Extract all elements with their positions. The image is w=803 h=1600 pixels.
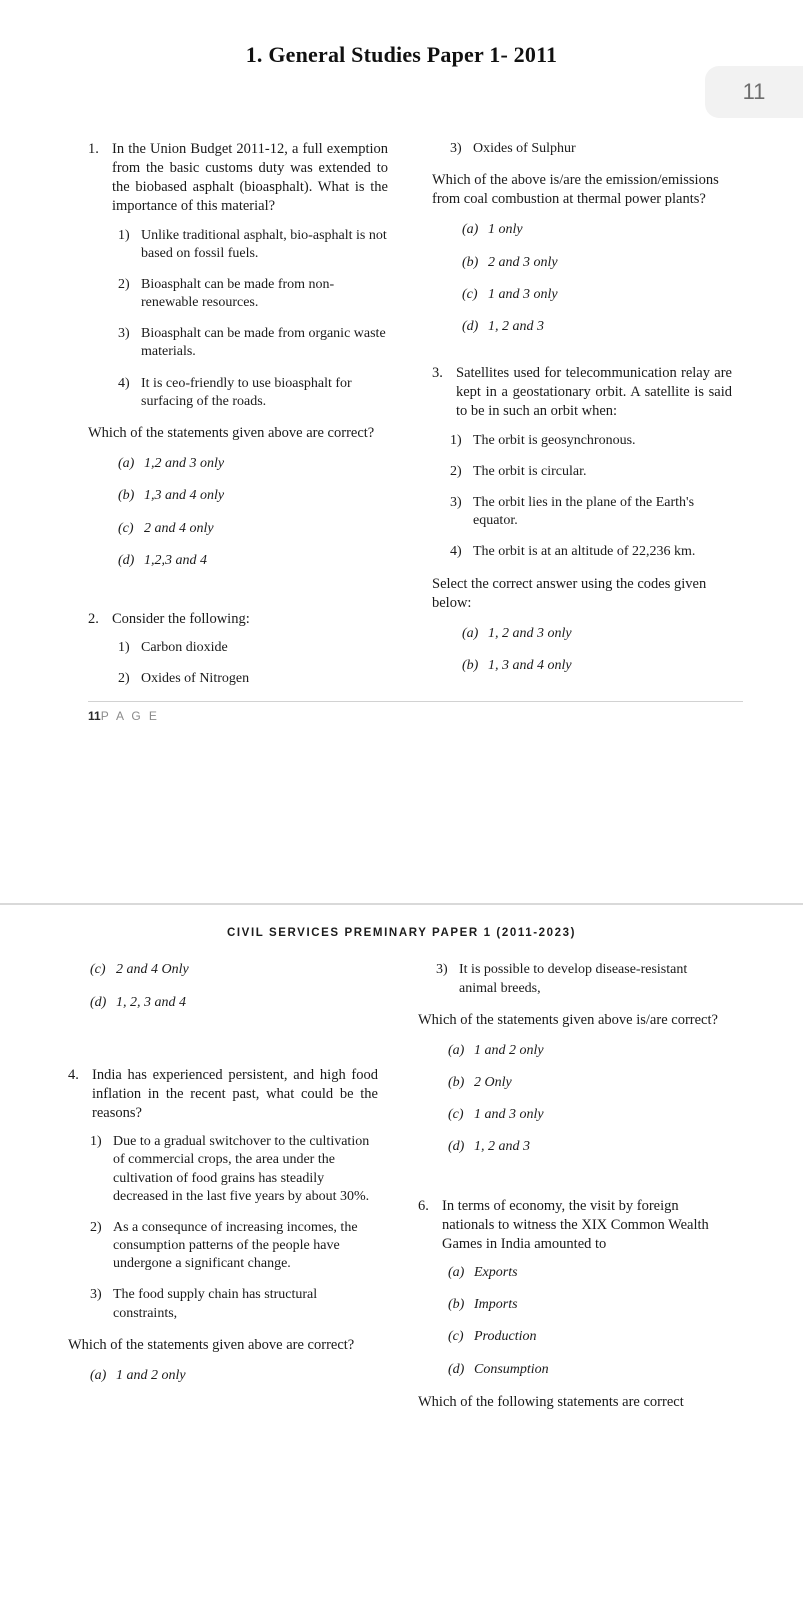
page-number-badge-label: 11: [742, 79, 766, 104]
question-2-number: 2.: [88, 610, 99, 627]
statement-text: Bioasphalt can be made from non- renewable resources.: [141, 276, 335, 311]
statement-text: The orbit is geosynchronous.: [473, 432, 636, 448]
question-3-statement: [450, 543, 732, 561]
question-2-header: [88, 610, 388, 629]
option-key: (c): [448, 1329, 464, 1345]
question-1-option-d[interactable]: [118, 552, 388, 570]
statement-number: 1): [450, 432, 462, 448]
option-key: (a): [462, 625, 479, 641]
question-3-statement: [450, 494, 732, 530]
option-key: (c): [448, 1107, 464, 1123]
option-key: (c): [90, 962, 106, 978]
statement-number: 3): [450, 141, 462, 156]
page-footer: [88, 709, 743, 723]
option-text: Exports: [474, 1265, 518, 1280]
question-3-statement: [450, 432, 732, 450]
option-text: 1 and 2 only: [116, 1367, 186, 1383]
statement-number: 4): [450, 544, 462, 560]
option-key: (a): [462, 222, 479, 238]
question-4: [68, 1066, 378, 1385]
question-1-statement: [118, 325, 388, 361]
statement-text: Oxides of Nitrogen: [141, 671, 250, 687]
question-4-statement: [90, 1133, 378, 1206]
option-text: 1, 2 and 3: [488, 319, 544, 334]
option-key: (a): [448, 1265, 465, 1280]
statement-number: 3): [90, 1287, 102, 1303]
page-number-badge: [705, 66, 803, 118]
question-4-text: India has experienced persistent, and high food inflation in the recent past, what could be the reasons?: [92, 1066, 378, 1121]
question-6-option-b[interactable]: [448, 1296, 728, 1314]
question-3-header: [432, 364, 732, 421]
option-text: 1, 2 and 3: [474, 1139, 530, 1155]
statement-text: The orbit is circular.: [473, 463, 587, 479]
question-6-text: In terms of economy, the visit by foreign nationals to witness the XIX Common Wealth Games in India amounted to: [442, 1197, 709, 1252]
option-key: (a): [118, 456, 135, 472]
statement-text: The food supply chain has structural constraints,: [113, 1287, 318, 1321]
page2-left-column: [68, 961, 378, 1434]
option-text: 2 and 4 Only: [116, 962, 189, 978]
option-text: 1,3 and 4 only: [144, 488, 225, 504]
statement-text: Oxides of Sulphur: [473, 141, 576, 156]
footer-divider: [88, 701, 743, 702]
question-4-statement: [90, 1286, 378, 1322]
question-1-header: [88, 140, 388, 217]
page1-right-column: [432, 140, 732, 701]
question-3-option-b[interactable]: [462, 657, 732, 675]
statement-number: 2): [450, 463, 462, 479]
option-text: 1, 2 and 3 only: [488, 625, 572, 641]
question-2-option-b[interactable]: [462, 254, 732, 272]
option-text: 1, 3 and 4 only: [488, 657, 572, 673]
option-text: 1 and 3 only: [474, 1107, 544, 1123]
option-key: (d): [462, 319, 479, 334]
question-5-statement: [436, 961, 728, 997]
page2-right-column: [418, 961, 728, 1434]
option-text: Production: [474, 1329, 537, 1345]
option-text: Imports: [474, 1297, 518, 1313]
page-footer-number: 11: [88, 709, 101, 724]
carryover-option-c[interactable]: [90, 961, 378, 979]
option-key: (d): [90, 994, 107, 1010]
next-question-partial-text: Which of the following statements are correct: [418, 1393, 684, 1410]
question-2-option-d[interactable]: [462, 318, 732, 336]
question-1-option-a[interactable]: [118, 455, 388, 473]
statement-number: 4): [118, 375, 130, 391]
statement-text: The orbit lies in the plane of the Earth's equator.: [473, 494, 695, 529]
option-key: (d): [448, 1361, 465, 1377]
question-4-option-a[interactable]: [90, 1367, 378, 1385]
question-2-lead: Which of the above is/are the emission/emissions from coal combustion at thermal power plants?: [432, 172, 719, 208]
question-3-statement: [450, 463, 732, 481]
question-1-text: In the Union Budget 2011-12, a full exemption from the basic customs duty was extended to the biobased asphalt (bioasphalt). What is the importance of this material?: [112, 141, 388, 215]
statement-number: 2): [118, 276, 130, 292]
option-key: (d): [118, 552, 135, 568]
statement-number: 1): [90, 1134, 102, 1150]
question-2: [88, 610, 388, 689]
option-text: 2 and 4 only: [144, 520, 214, 536]
option-key: (c): [118, 520, 134, 536]
question-5-option-d[interactable]: [448, 1138, 728, 1156]
option-key: (b): [462, 254, 479, 270]
statement-number: 3): [450, 494, 462, 510]
question-4-number: 4.: [68, 1066, 79, 1083]
option-text: Consumption: [474, 1361, 549, 1377]
question-2-statement: [118, 670, 388, 688]
question-1-lead: Which of the statements given above are correct?: [88, 425, 375, 441]
option-key: (b): [448, 1297, 465, 1313]
question-1-statement: [118, 276, 388, 312]
statement-number: 2): [90, 1219, 102, 1235]
option-key: (d): [448, 1139, 465, 1155]
statement-text: Carbon dioxide: [141, 640, 228, 655]
option-key: (b): [118, 488, 135, 504]
option-text: 2 and 3 only: [488, 254, 558, 270]
option-key: (c): [462, 286, 478, 302]
question-1-statement: [118, 375, 388, 411]
question-3: [432, 364, 732, 675]
next-question-partial: [418, 1393, 728, 1433]
question-3-lead: Select the correct answer using the codes given below:: [432, 575, 707, 611]
question-2-statement: [450, 140, 732, 158]
question-3-text: Satellites used for telecommunication relay are kept in a geostationary orbit. A satellite is said to be in such an orbit when:: [456, 365, 732, 420]
option-text: 1 only: [488, 222, 523, 238]
option-text: 1,2 and 3 only: [144, 456, 225, 472]
statement-text: It is possible to develop disease-resistant animal breeds,: [459, 962, 688, 996]
question-6-option-a[interactable]: [448, 1264, 728, 1282]
question-1-statement: [118, 227, 388, 263]
carryover-option-d[interactable]: [90, 994, 378, 1012]
page-title: 1. General Studies Paper 1- 2011: [245, 42, 558, 67]
question-6-option-d[interactable]: [448, 1361, 728, 1379]
statement-number: 3): [118, 326, 130, 342]
option-key: (b): [448, 1075, 465, 1091]
question-5-option-c[interactable]: [448, 1106, 728, 1124]
statement-text: Unlike traditional asphalt, bio-asphalt is not based on fossil fuels.: [141, 227, 387, 261]
statement-number: 1): [118, 640, 130, 655]
statement-text: Due to a gradual switchover to the cultivation of commercial crops, the area under the cultivation of food grains has steadily decreased in the last five years by about 30%.: [113, 1134, 370, 1204]
option-key: (a): [90, 1367, 107, 1383]
question-4-header: [68, 1066, 378, 1123]
question-4-lead: Which of the statements given above are correct?: [68, 1336, 355, 1353]
question-6-number: 6.: [418, 1197, 429, 1214]
page1-left-column: [88, 140, 388, 701]
question-2-option-a[interactable]: [462, 221, 732, 239]
question-3-option-a[interactable]: [462, 625, 732, 643]
statement-text: It is ceo-friendly to use bioasphalt for surfacing of the roads.: [141, 375, 352, 409]
statement-number: 1): [118, 227, 130, 243]
question-1-number: 1.: [88, 141, 99, 157]
option-text: 1 and 2 only: [474, 1042, 544, 1058]
statement-text: The orbit is at an altitude of 22,236 km.: [473, 544, 696, 560]
question-6-option-c[interactable]: [448, 1328, 728, 1346]
statement-number: 3): [436, 962, 448, 978]
statement-text: Bioasphalt can be made from organic waste materials.: [141, 326, 386, 360]
question-3-number: 3.: [432, 365, 443, 382]
option-text: 1,2,3 and 4: [144, 552, 207, 568]
question-2-text: Consider the following:: [112, 610, 250, 627]
question-5-continued: [418, 961, 728, 1156]
question-2-option-c[interactable]: [462, 286, 732, 304]
question-5-option-a[interactable]: [448, 1042, 728, 1060]
question-2-continued: [432, 140, 732, 336]
section-header: CIVIL SERVICES PREMINARY PAPER 1 (2011-2023): [226, 927, 577, 940]
statement-text: As a consequnce of increasing incomes, the consumption patterns of the people have undergone a significant change.: [113, 1219, 358, 1272]
question-1: [88, 140, 388, 570]
option-key: (a): [448, 1042, 465, 1058]
question-1-option-c[interactable]: [118, 520, 388, 538]
option-text: 1 and 3 only: [488, 286, 558, 302]
page-footer-label: P A G E: [100, 709, 160, 724]
question-6-header: [418, 1197, 728, 1254]
question-1-option-b[interactable]: [118, 487, 388, 505]
question-5-lead: Which of the statements given above is/are correct?: [418, 1011, 718, 1028]
question-5-option-b[interactable]: [448, 1074, 728, 1092]
question-2-statement: [118, 639, 388, 657]
page1-columns: [0, 140, 803, 701]
statement-number: 2): [118, 671, 130, 687]
option-key: (b): [462, 657, 479, 673]
question-4-statement: [90, 1219, 378, 1274]
option-text: 2 Only: [474, 1075, 512, 1091]
option-text: 1, 2, 3 and 4: [116, 994, 186, 1010]
question-6: [418, 1197, 728, 1433]
document-page-2: [0, 905, 803, 1434]
page2-columns: [0, 961, 803, 1434]
